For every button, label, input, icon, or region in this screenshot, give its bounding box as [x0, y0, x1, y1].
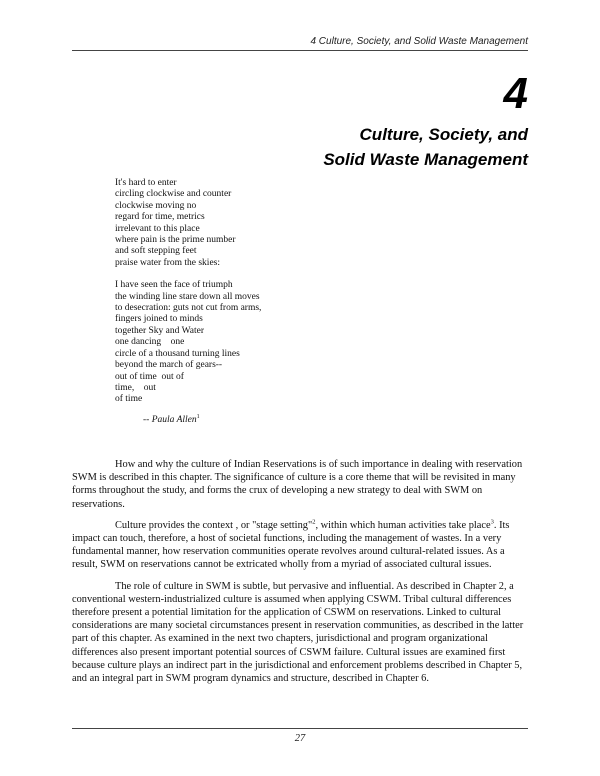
paragraph-2-text-a: Culture provides the context , or "stage setting"	[115, 519, 313, 531]
poem-attribution	[115, 412, 261, 427]
paragraph-1: How and why the culture of Indian Reservations is of such importance in dealing with reservation SWM is described in this chapter. The significance of culture is a core theme that will be revisited in many forms throughout the study, and forms the crux of developing a new strategy to deal with SWM on reservations.	[72, 459, 523, 510]
header-rule	[72, 50, 528, 51]
poem-line: beyond the march of gears--	[115, 360, 223, 371]
chapter-title	[323, 122, 528, 172]
poem-line: I have seen the face of triumph	[115, 280, 233, 291]
poem-line: the winding line stare down all moves	[115, 291, 260, 302]
footnote-ref-3: 3	[490, 518, 494, 526]
chapter-body	[72, 458, 528, 693]
poem-author: -- Paula Allen	[143, 414, 197, 425]
poem-line: time, out	[115, 382, 156, 393]
poem-line: of time	[115, 394, 143, 405]
poem-line: out of time out of	[115, 371, 184, 382]
chapter-title-line-2: Solid Waste Management	[323, 150, 528, 169]
page-number: 27	[294, 733, 306, 744]
paragraph-2-text-c: . Its impact can touch, therefore, a host of societal functions, including the management of wastes. In a very fundamental manner, how reservation communities operate revolves around cultural-related issues. As a result, SWM on reservations cannot be extricated wholly from a myriad of associated cultural issues.	[72, 519, 510, 571]
poem-line: fingers joined to minds	[115, 314, 203, 325]
paragraph-3: The role of culture in SWM is subtle, but pervasive and influential. As described in Chapter 2, a conventional western-industrialized culture is assumed when applying CSWM. Tribal cultural differences therefore present a potential limitation for the application of CSWM on reservations. Linked to cultural considerations are many societal circumstances present in reservation communities, as described in the latter part of this chapter. As examined in the next two chapters, jurisdictional and program organizational differences also present important potential sources of CSWM failure. Cultural issues are examined first because culture plays an indirect part in the jurisdictional and enforcement problems described in Chapter 5, and an integral part in SWM program dynamics and structure, described in Chapter 6.	[72, 580, 524, 685]
poem-line: circling clockwise and counter	[115, 189, 232, 200]
poem-line: and soft stepping feet	[115, 246, 197, 257]
poem-line: regard for time, metrics	[115, 212, 205, 223]
poem-line: where pain is the prime number	[115, 235, 236, 246]
poem-line: to desecration: guts not cut from arms,	[115, 303, 262, 314]
poem-stanza-1	[115, 178, 261, 269]
footer-rule	[72, 728, 528, 729]
footnote-ref-1: 1	[196, 413, 200, 420]
poem-line: irrelevant to this place	[115, 223, 200, 234]
chapter-title-line-1: Culture, Society, and	[359, 125, 528, 144]
poem-line: clockwise moving no	[115, 200, 197, 211]
poem-line: circle of a thousand turning lines	[115, 348, 240, 359]
paragraph-2	[72, 519, 528, 572]
running-header: 4 Culture, Society, and Solid Waste Management	[310, 36, 528, 47]
chapter-number: 4	[503, 69, 528, 118]
poem-line: together Sky and Water	[115, 325, 205, 336]
poem-line: one dancing one	[115, 337, 185, 348]
poem-line: It's hard to enter	[115, 178, 177, 188]
epigraph-poem	[115, 178, 261, 426]
poem-line: praise water from the skies:	[115, 257, 220, 268]
poem-stanza-2	[115, 280, 261, 405]
footnote-ref-2: 2	[312, 518, 316, 526]
paragraph-2-text-b: , within which human activities take place	[315, 519, 491, 531]
